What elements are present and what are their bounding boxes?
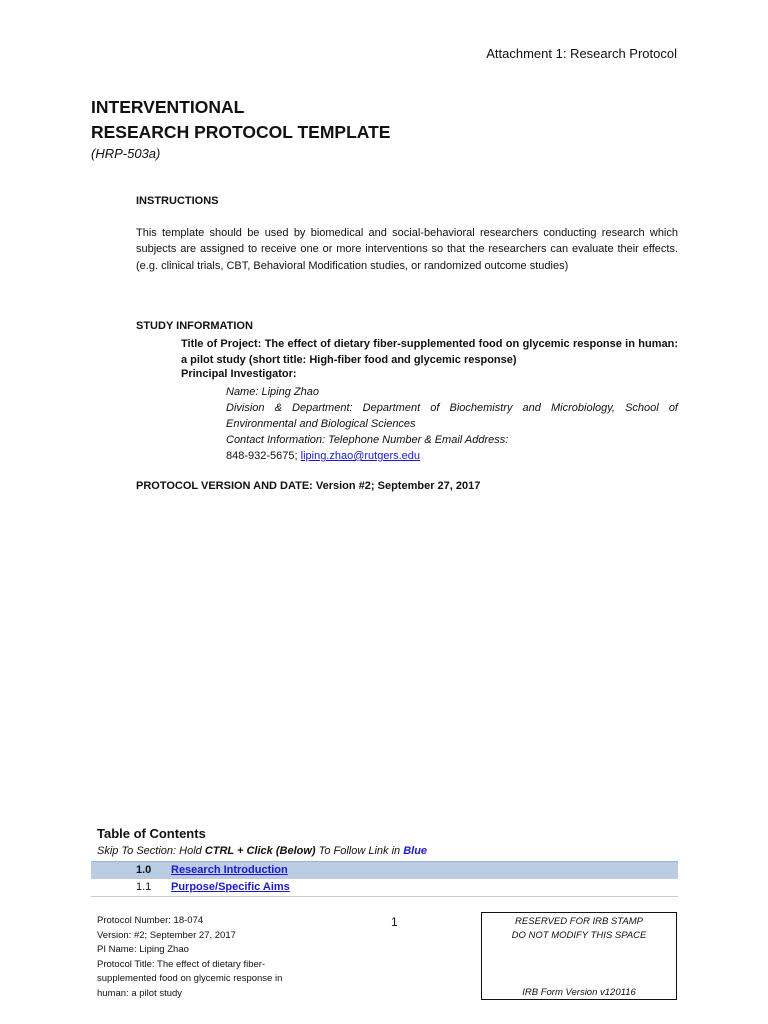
toc-section-number: 1.0 [136, 864, 152, 876]
toc-row [91, 861, 678, 879]
footer-protocol-info [97, 914, 307, 1001]
toc-hint-bold: CTRL + Click (Below) [204, 845, 316, 857]
instructions-heading: INSTRUCTIONS [136, 195, 219, 207]
protocol-version: PROTOCOL VERSION AND DATE: Version #2; September 27, 2017 [136, 480, 481, 492]
toc-link-research-introduction[interactable]: Research Introduction [171, 864, 288, 876]
pi-contact-line [226, 448, 678, 464]
toc-hint [97, 845, 427, 857]
instructions-text: This template should be used by biomedical and social-behavioral researchers conducting research which subjects are assigned to receive one or more interventions so that the researchers can evaluate their effects. (e.g. clinical trials, CBT, Behavioral Modification studies, or randomized outcome studies) [136, 227, 678, 272]
footer-protocol-number: Protocol Number: 18-074 [97, 915, 204, 926]
footer-version: Version: #2; September 27, 2017 [97, 929, 236, 941]
footer-pi-name: PI Name: Liping Zhao [97, 944, 189, 955]
pi-details [226, 384, 678, 464]
irb-form-version: IRB Form Version v120116 [522, 987, 636, 998]
project-title: Title of Project: The effect of dietary fiber-supplemented food on glycemic response in human: a pilot study (short title: High-fiber food and glycemic response) [181, 338, 678, 366]
title-line-1: INTERVENTIONAL [91, 97, 245, 117]
stamp-line-1: RESERVED FOR IRB STAMP [515, 916, 643, 927]
form-code: (HRP-503a) [91, 146, 161, 161]
pi-label: Principal Investigator: [181, 368, 297, 380]
document-title [91, 95, 390, 145]
pi-email-link[interactable]: liping.zhao@rutgers.edu [300, 450, 421, 462]
toc-section-number: 1.1 [136, 881, 152, 893]
irb-stamp-box [481, 912, 677, 1000]
study-info-heading: STUDY INFORMATION [136, 320, 253, 332]
toc-link-purpose-specific-aims[interactable]: Purpose/Specific Aims [171, 881, 290, 893]
stamp-reserved-text [482, 915, 676, 943]
pi-division: Division & Department: Department of Biochemistry and Microbiology, School of Environmental and Biological Sciences [226, 402, 678, 430]
toc-row [91, 878, 678, 897]
pi-phone: 848-932-5675; [226, 450, 301, 462]
toc-title: Table of Contents [97, 826, 206, 841]
pi-name: Name: Liping Zhao [226, 386, 319, 398]
title-line-2: RESEARCH PROTOCOL TEMPLATE [91, 122, 391, 142]
toc-hint-prefix: Skip To Section: Hold [97, 845, 205, 857]
page-number: 1 [391, 915, 398, 929]
attachment-header: Attachment 1: Research Protocol [486, 46, 677, 61]
toc-hint-middle: To Follow Link in [315, 845, 404, 857]
stamp-line-2: DO NOT MODIFY THIS SPACE [511, 930, 647, 941]
footer-protocol-title: Protocol Title: The effect of dietary fiber-supplemented food on glycemic response in human: a pilot study [97, 958, 283, 999]
toc-hint-blue: Blue [403, 845, 428, 857]
pi-contact-label: Contact Information: Telephone Number & Email Address: [226, 434, 509, 446]
